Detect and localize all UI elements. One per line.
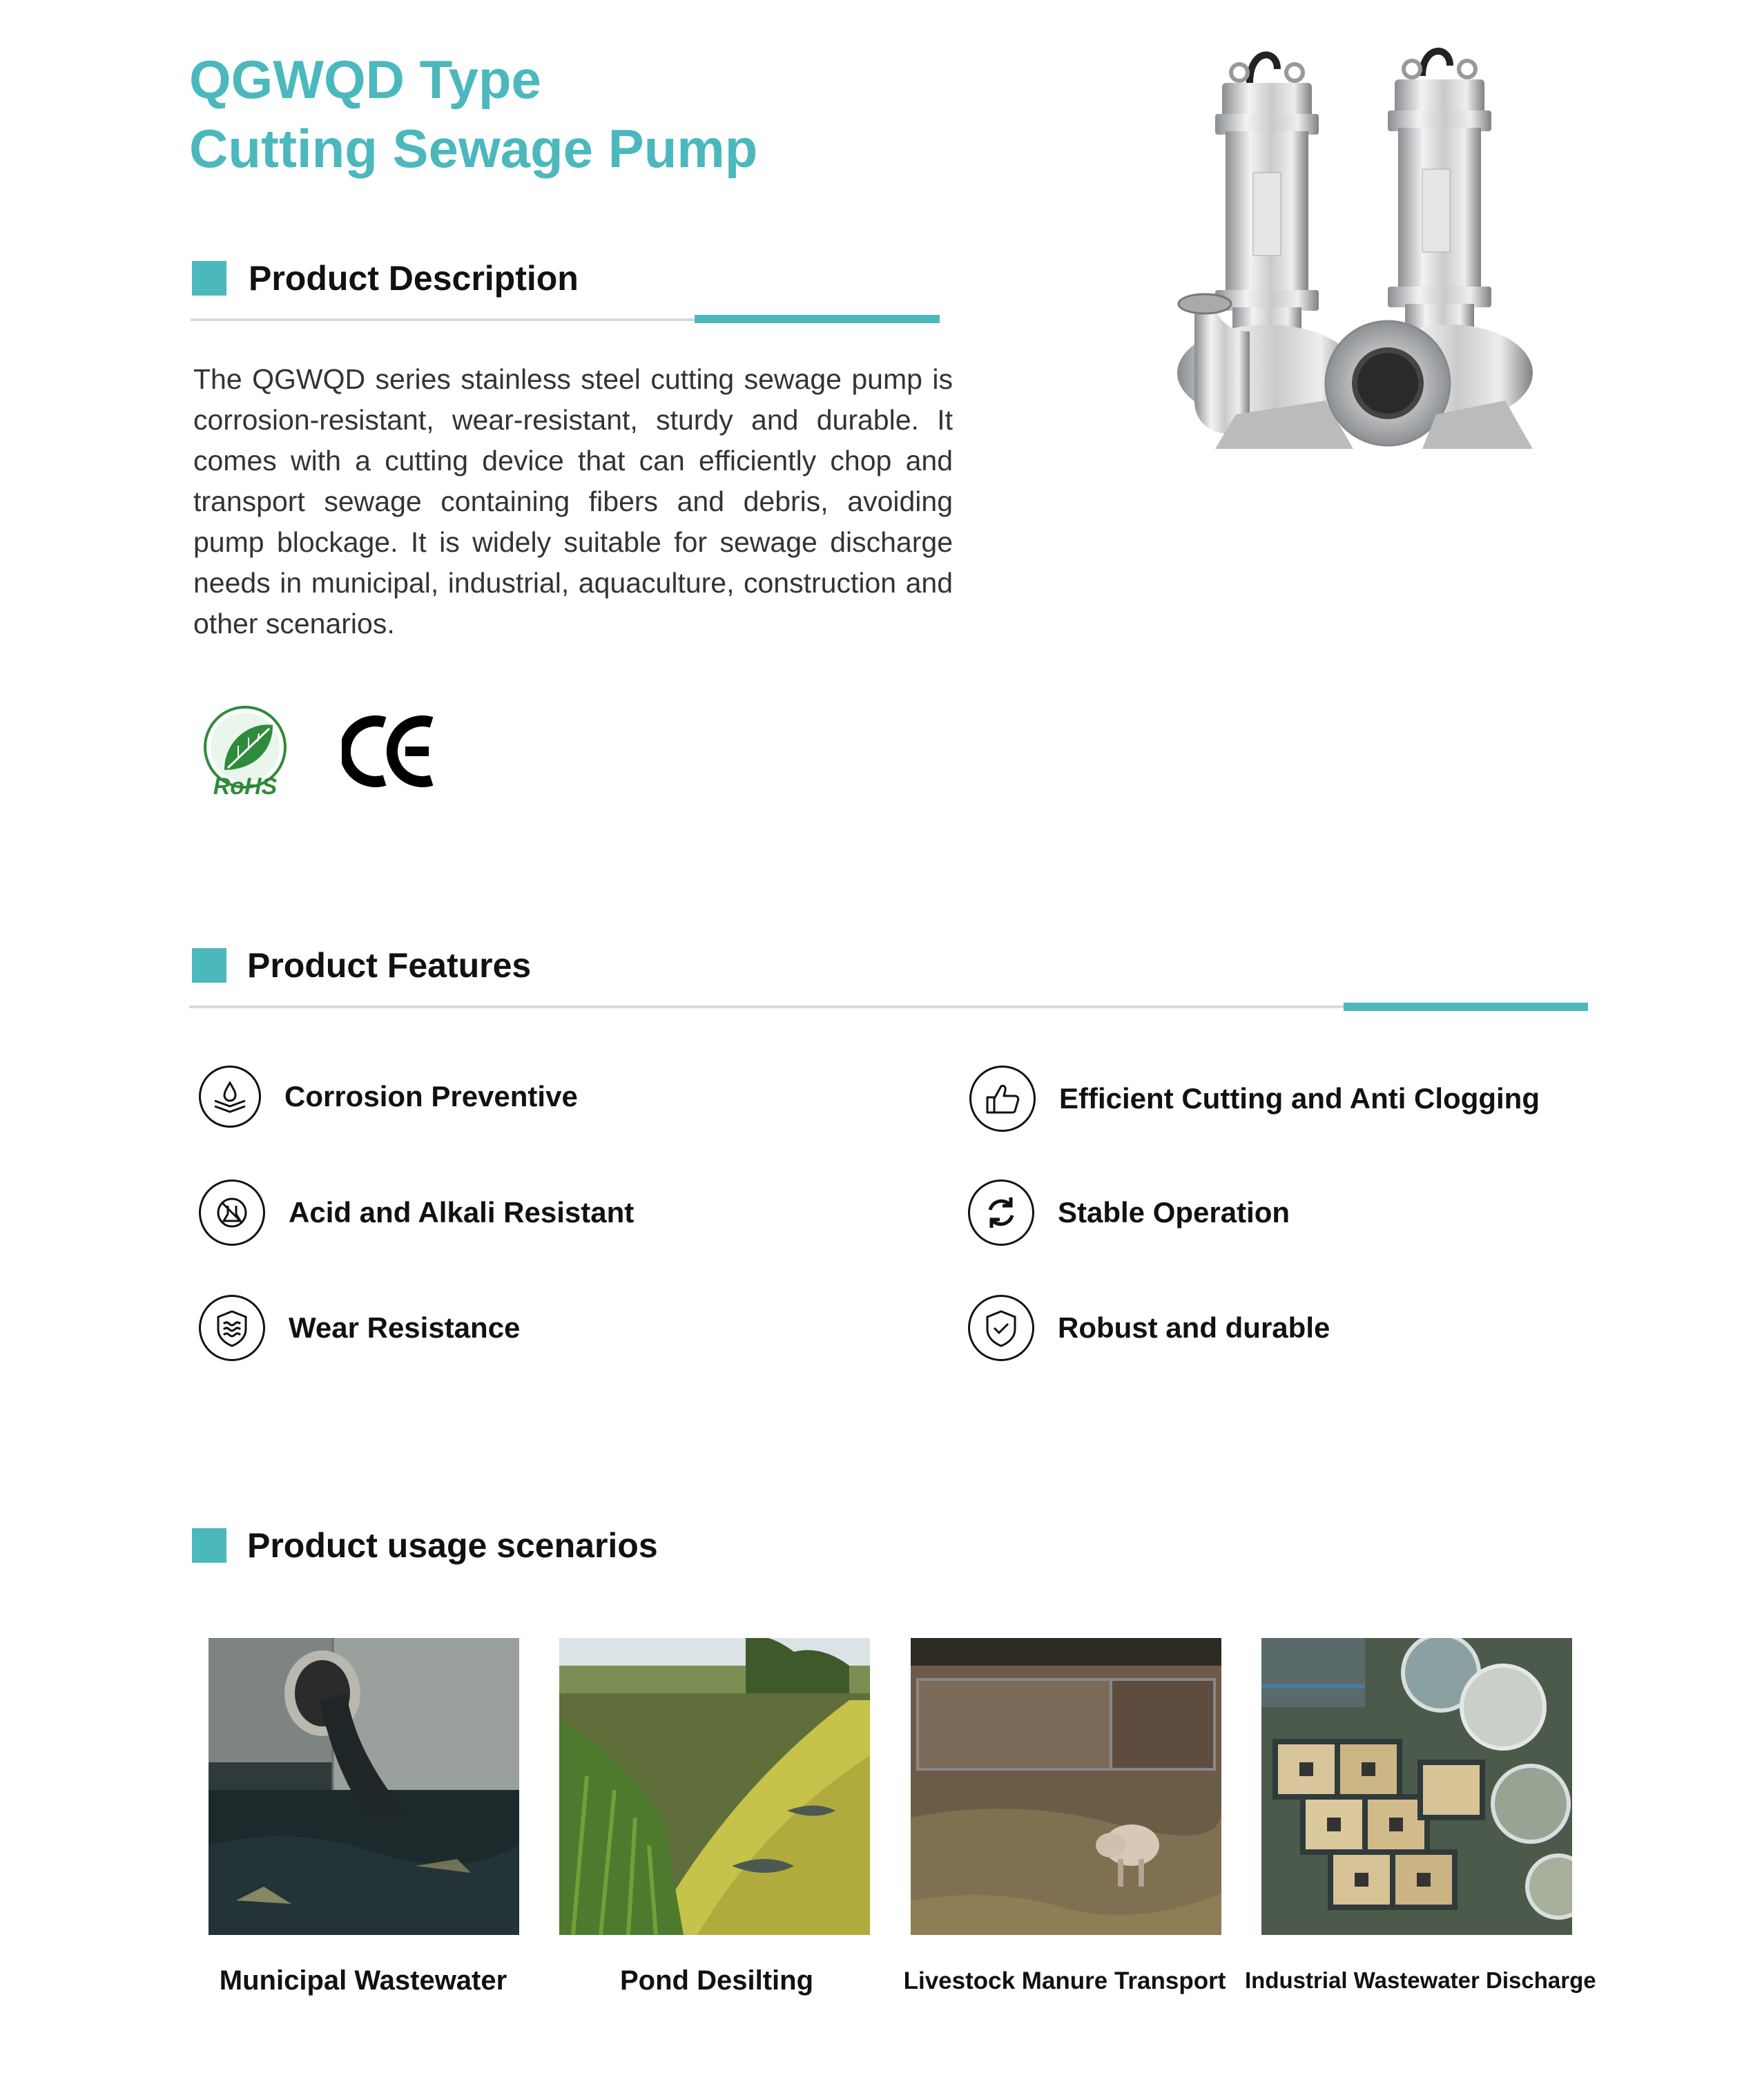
title-line-1: QGWQD Type xyxy=(189,49,541,110)
section-marker xyxy=(192,261,226,296)
no-chemical-icon xyxy=(199,1179,265,1246)
feature-item xyxy=(199,1179,634,1246)
thumbs-up-icon xyxy=(969,1066,1036,1132)
scene-label: Livestock Manure Transport xyxy=(903,1967,1226,1994)
description-heading: Product Description xyxy=(249,259,579,298)
feature-item xyxy=(969,1066,1540,1132)
feature-label: Corrosion Preventive xyxy=(284,1080,578,1112)
feature-label: Wear Resistance xyxy=(289,1311,521,1344)
description-text: The QGWQD series stainless steel cutting sewage pump is corrosion-resistant, wear-resistant, sturdy and durable. It comes with a cutting device that can efficiently chop and transport sewage containing fibers and debris, avoiding pump blockage. It is widely suitable for sewage discharge needs in municipal, industrial, aquaculture, construction and other scenarios. xyxy=(193,363,953,639)
feature-item xyxy=(968,1295,1330,1361)
feature-label: Stable Operation xyxy=(1058,1196,1290,1229)
scene-image-livestock xyxy=(911,1638,1221,1935)
title-line-2: Cutting Sewage Pump xyxy=(189,118,758,179)
feature-item xyxy=(199,1066,578,1128)
scene-label: Industrial Wastewater Discharge xyxy=(1245,1967,1596,1993)
scene-image-pond xyxy=(559,1638,870,1935)
scene-image-municipal xyxy=(209,1638,519,1935)
section-marker xyxy=(192,948,226,983)
refresh-icon xyxy=(968,1179,1034,1246)
scene-label: Municipal Wastewater xyxy=(219,1965,507,1996)
water-drop-icon xyxy=(199,1066,261,1128)
scene-label: Pond Desilting xyxy=(620,1965,813,1996)
product-image xyxy=(1146,41,1574,456)
wave-shield-icon xyxy=(199,1295,265,1361)
usage-heading: Product usage scenarios xyxy=(247,1526,658,1565)
feature-label: Robust and durable xyxy=(1058,1311,1330,1344)
svg-text:RoHS: RoHS xyxy=(213,773,278,800)
feature-label: Efficient Cutting and Anti Clogging xyxy=(1059,1082,1540,1115)
feature-item xyxy=(199,1295,520,1361)
features-heading: Product Features xyxy=(247,946,532,985)
check-shield-icon xyxy=(968,1295,1034,1361)
section-marker xyxy=(192,1528,226,1563)
feature-label: Acid and Alkali Resistant xyxy=(289,1196,635,1229)
rohs-logo xyxy=(197,704,293,801)
feature-item xyxy=(968,1179,1290,1246)
scene-image-industrial xyxy=(1261,1638,1572,1935)
divider-accent xyxy=(1344,1003,1588,1011)
divider-accent xyxy=(695,315,940,323)
ce-mark xyxy=(342,710,445,793)
